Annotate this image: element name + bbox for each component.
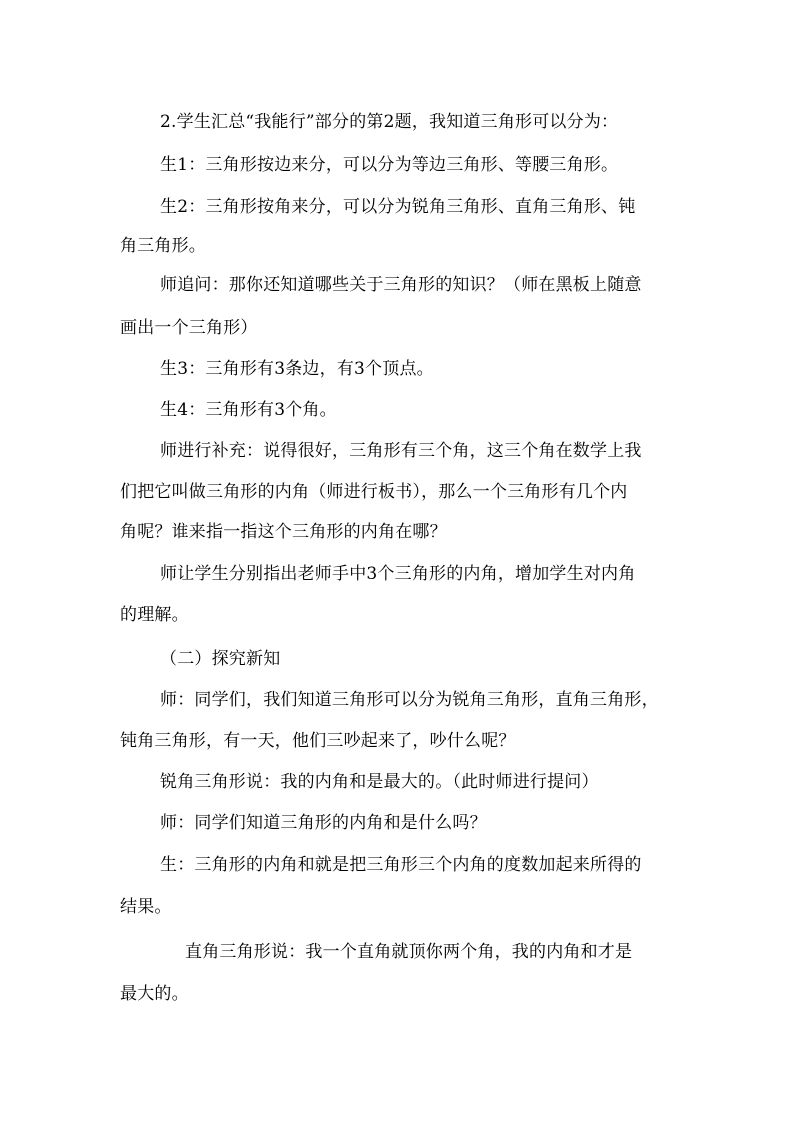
paragraph-line: 2.学生汇总“我能行”部分的第2题，我知道三角形可以分为： (160, 112, 619, 132)
paragraph-line: 直角三角形说：我一个直角就顶你两个角，我的内角和才是 (185, 942, 633, 962)
paragraph-line: 结果。 (120, 897, 172, 917)
paragraph-line: 锐角三角形说：我的内角和是最大的。（此时师进行提问） (160, 772, 599, 792)
paragraph-line: 生3：三角形有3条边，有3个顶点。 (160, 359, 434, 379)
paragraph-line: 角三角形。 (120, 236, 206, 256)
paragraph-line: 生4：三角形有3个角。 (160, 400, 337, 420)
section-heading: （二）探究新知 (160, 649, 281, 669)
paragraph-line: 最大的。 (120, 984, 189, 1004)
paragraph-line: 角呢？谁来指一指这个三角形的内角在哪？ (120, 522, 447, 542)
paragraph-line: 生1：三角形按边来分，可以分为等边三角形、等腰三角形。 (160, 155, 619, 175)
paragraph-line: 生：三角形的内角和就是把三角形三个内角的度数加起来所得的 (160, 855, 642, 875)
paragraph-line: 们把它叫做三角形的内角（师进行板书），那么一个三角形有几个内 (120, 482, 628, 502)
paragraph-line: 师：同学们知道三角形的内角和是什么吗？ (160, 813, 487, 833)
paragraph-line: 师：同学们，我们知道三角形可以分为锐角三角形，直角三角形， (160, 690, 659, 710)
paragraph-line: 师让学生分别指出老师手中3个三角形的内角，增加学生对内角 (160, 564, 636, 584)
paragraph-line: 生2：三角形按角来分，可以分为锐角三角形、直角三角形、钝 (160, 197, 636, 217)
paragraph-line: 师进行补充：说得很好，三角形有三个角，这三个角在数学上我 (160, 441, 642, 461)
paragraph-line: 画出一个三角形） (120, 318, 258, 338)
paragraph-line: 的理解。 (120, 605, 189, 625)
paragraph-line: 师追问：那你还知道哪些关于三角形的知识？（师在黑板上随意 (160, 275, 642, 295)
paragraph-line: 钝角三角形，有一天，他们三吵起来了，吵什么呢？ (120, 731, 516, 751)
